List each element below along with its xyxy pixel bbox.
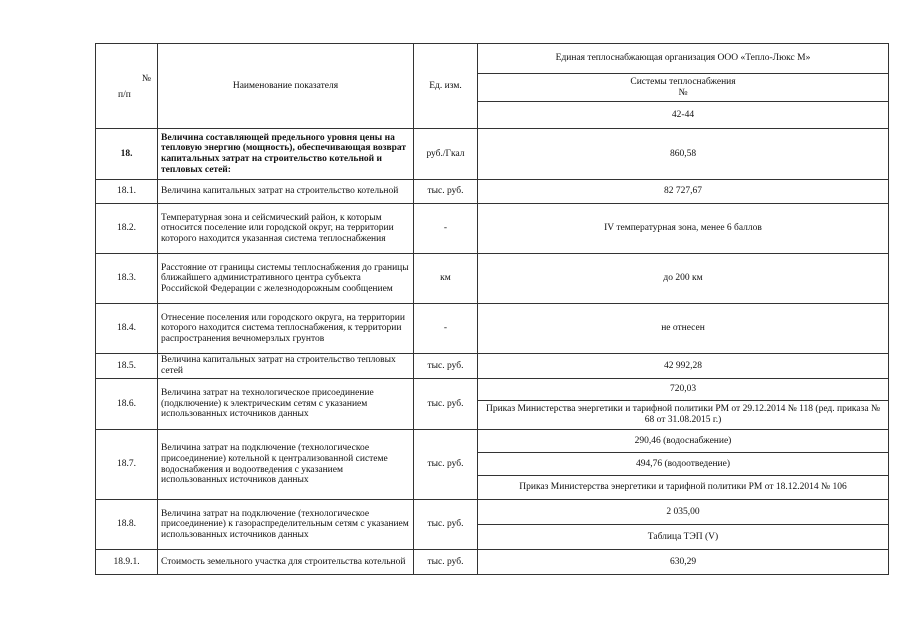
row-value: 82 727,67 — [478, 180, 889, 204]
row-name: Температурная зона и сейсмический район, к которым относится поселение или городской округ, на территории которого находится указанная система теплоснабжения — [158, 204, 414, 254]
indicators-table — [95, 43, 889, 575]
row-number: 18.7. — [96, 430, 158, 500]
row-unit: тыс. руб. — [414, 430, 478, 500]
row-value: 630,29 — [478, 550, 889, 575]
row-unit: тыс. руб. — [414, 354, 478, 379]
row-value: 290,46 (водоснабжение) — [478, 430, 889, 453]
header-systems-label: Системы теплоснабжения — [630, 76, 736, 87]
row-value: 860,58 — [478, 129, 889, 180]
row-unit: тыс. руб. — [414, 379, 478, 430]
header-unit: Ед. изм. — [414, 44, 478, 129]
row-name: Расстояние от границы системы теплоснабжения до границы ближайшего административного центра субъекта Российской Федерации с железнодорожным сообщением — [158, 254, 414, 304]
header-number-bottom: п/п — [118, 90, 131, 100]
table-row — [96, 129, 889, 180]
table-row — [96, 430, 889, 453]
row-name: Величина затрат на технологическое присоединение (подключение) к электрическим сетям с указанием использованных источников данных — [158, 379, 414, 430]
table-row — [96, 354, 889, 379]
row-number: 18.8. — [96, 500, 158, 550]
table-row — [96, 500, 889, 525]
row-unit: - — [414, 204, 478, 254]
row-unit: тыс. руб. — [414, 180, 478, 204]
table-row — [96, 180, 889, 204]
header-systems-no: № — [678, 87, 688, 98]
row-name: Величина затрат на подключение (технологическое присоединение) котельной к централизованной системе водоснабжения и водоотведения с указанием использованных источников данных — [158, 430, 414, 500]
row-value: 42 992,28 — [478, 354, 889, 379]
row-value: 2 035,00 — [478, 500, 889, 525]
header-org: Единая теплоснабжающая организация ООО «Тепло-Люкс М» — [478, 44, 889, 74]
table-row — [96, 204, 889, 254]
row-value: до 200 км — [478, 254, 889, 304]
row-unit: тыс. руб. — [414, 550, 478, 575]
header-name: Наименование показателя — [158, 44, 414, 129]
header-systems-value: 42-44 — [478, 102, 889, 129]
row-unit: руб./Гкал — [414, 129, 478, 180]
row-number: 18.9.1. — [96, 550, 158, 575]
header-systems — [478, 74, 889, 102]
table-row — [96, 304, 889, 354]
row-unit: - — [414, 304, 478, 354]
row-number: 18.4. — [96, 304, 158, 354]
row-unit: км — [414, 254, 478, 304]
row-number: 18. — [96, 129, 158, 180]
row-name: Величина капитальных затрат на строительство тепловых сетей — [158, 354, 414, 379]
row-value: IV температурная зона, менее 6 баллов — [478, 204, 889, 254]
row-number: 18.2. — [96, 204, 158, 254]
row-source: Приказ Министерства энергетики и тарифной политики РМ от 29.12.2014 № 118 (ред. приказа № 68 от 31.08.2015 г.) — [478, 401, 889, 430]
row-source: Таблица ТЭП (V) — [478, 525, 889, 550]
row-number: 18.3. — [96, 254, 158, 304]
row-name: Отнесение поселения или городского округа, на территории которого находится система теплоснабжения, к территории распространения вечномерзлых грунтов — [158, 304, 414, 354]
row-value: не отнесен — [478, 304, 889, 354]
row-name: Величина капитальных затрат на строительство котельной — [158, 180, 414, 204]
row-number: 18.6. — [96, 379, 158, 430]
row-unit: тыс. руб. — [414, 500, 478, 550]
table-row — [96, 254, 889, 304]
header-number — [96, 44, 158, 129]
header-number-top: № — [141, 74, 151, 84]
row-name: Величина составляющей предельного уровня цены на тепловую энергию (мощность), обеспечивающая возврат капитальных затрат на строительство котельной и тепловых сетей: — [158, 129, 414, 180]
row-number: 18.1. — [96, 180, 158, 204]
row-value: 494,76 (водоотведение) — [478, 453, 889, 476]
row-name: Величина затрат на подключение (технологическое присоединение) к газораспределительным сетям с указанием использованных источников данных — [158, 500, 414, 550]
row-number: 18.5. — [96, 354, 158, 379]
row-name: Стоимость земельного участка для строительства котельной — [158, 550, 414, 575]
table-row — [96, 550, 889, 575]
table-row — [96, 379, 889, 401]
row-value: 720,03 — [478, 379, 889, 401]
row-source: Приказ Министерства энергетики и тарифной политики РМ от 18.12.2014 № 106 — [478, 476, 889, 500]
